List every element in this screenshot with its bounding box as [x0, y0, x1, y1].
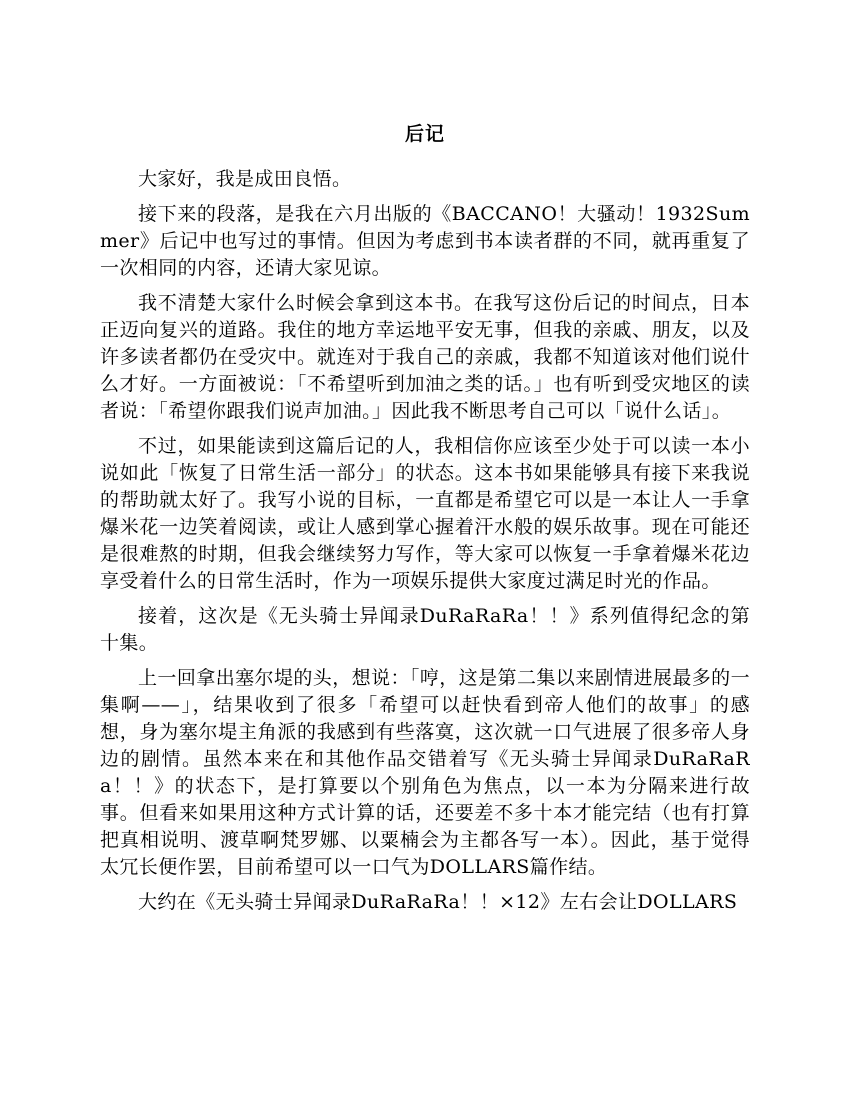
paragraph-tenth-volume: 接着，这次是《无头骑士异闻录DuRaRaRa！！》系列值得纪念的第十集。	[100, 605, 750, 654]
paragraph-greeting: 大家好，我是成田良悟。	[138, 168, 352, 190]
paragraph-dollars: 大约在《无头骑士异闻录DuRaRaRa！！×12》左右会让DOLLARS	[138, 891, 738, 913]
afterword-page	[100, 120, 750, 1100]
paragraph-disaster: 我不清楚大家什么时候会拿到这本书。在我写这份后记的时间点，日本正迈向复兴的道路。我住的地方幸运地平安无事，但我的亲戚、朋友，以及许多读者都仍在受灾中。就连对于我自己的亲戚，我都不知道该对他们说什么才好。一方面被说：「不希望听到加油之类的话。」也有听到受灾地区的读者说：「希望你跟我们说声加油。」因此我不断思考自己可以「说什么话」。	[100, 292, 750, 422]
paragraph-repeat-note: 接下来的段落，是我在六月出版的《BACCANO！大骚动！1932Summer》后记中也写过的事情。但因为考虑到书本读者群的不同，就再重复了一次相同的内容，还请大家见谅。	[100, 203, 750, 279]
paragraph-story-progress: 上一回拿出塞尔堤的头，想说：「哼，这是第二集以来剧情进展最多的一集啊——」，结果收到了很多「希望可以赶快看到帝人他们的故事」的感想，身为塞尔堤主角派的我感到有些落寞，这次就一口气进展了很多帝人身边的剧情。虽然本来在和其他作品交错着写《无头骑士异闻录DuRaRaRa！！》的状态下，是打算要以个别角色为焦点，以一本为分隔来进行故事。但看来如果用这种方式计算的话，还要差不多十本才能完结（也有打算把真相说明、渡草啊梵罗娜、以粟楠会为主都各写一本）。因此，基于觉得太冗长便作罢，目前希望可以一口气为DOLLARS篇作结。	[100, 667, 750, 878]
page-title: 后记	[404, 123, 445, 145]
paragraph-daily-life: 不过，如果能读到这篇后记的人，我相信你应该至少处于可以读一本小说如此「恢复了日常生活一部分」的状态。这本书如果能够具有接下来我说的帮助就太好了。我写小说的目标，一直都是希望它可以是一本让人一手拿爆米花一边笑着阅读，或让人感到掌心握着汗水般的娱乐故事。现在可能还是很难熬的时期，但我会继续努力写作，等大家可以恢复一手拿着爆米花边享受着什么的日常生活时，作为一项娱乐提供大家度过满足时光的作品。	[100, 435, 750, 592]
